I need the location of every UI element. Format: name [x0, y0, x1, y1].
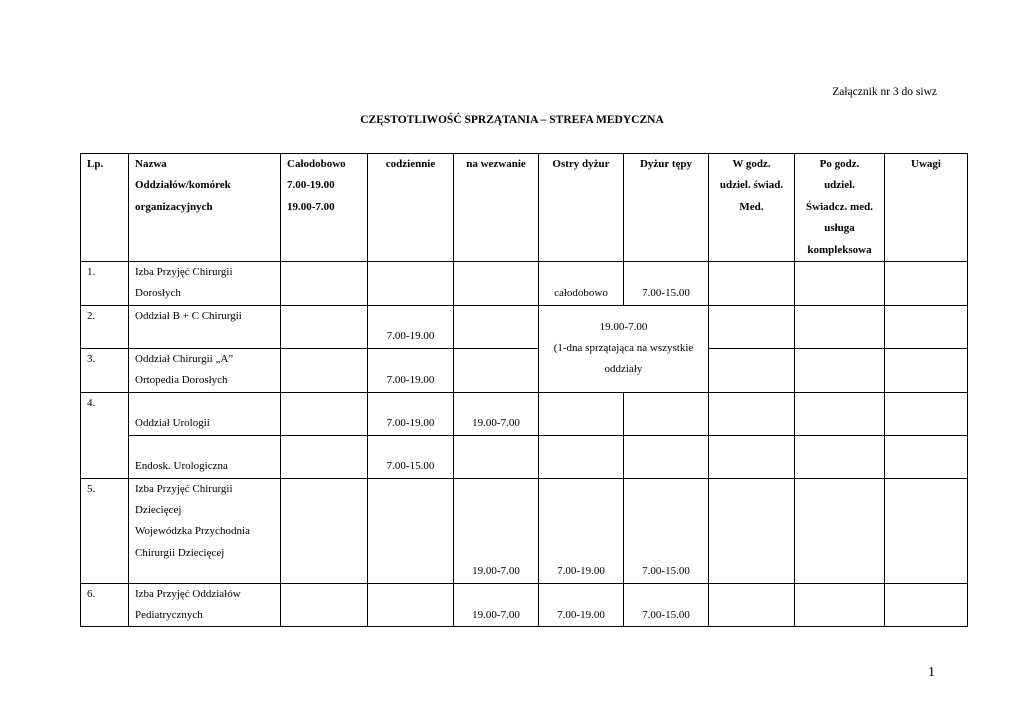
row-lp: 4. — [81, 392, 129, 478]
cell-w-godz — [709, 348, 795, 392]
cell-calodobowo — [281, 392, 368, 435]
page-number: 1 — [928, 665, 935, 680]
table-row — [81, 478, 968, 583]
cell-calodobowo — [281, 262, 368, 306]
cell-na-wezwanie — [454, 305, 539, 348]
cell-ostry-dyzur: 7.00-19.00 — [539, 583, 624, 627]
cell-codziennie: 7.00-19.00 — [368, 348, 454, 392]
table-row — [81, 392, 968, 435]
cell-po-godz — [795, 348, 885, 392]
header-po-godz: Po godz. udziel. Świadcz. med. usługa kompleksowa — [795, 154, 885, 262]
table-row — [81, 348, 968, 392]
cell-ostry-dyzur: 7.00-19.00 — [539, 478, 624, 583]
cell-w-godz — [709, 583, 795, 627]
row-lp: 2. — [81, 305, 129, 348]
cell-codziennie: 7.00-15.00 — [368, 435, 454, 478]
cell-na-wezwanie — [454, 435, 539, 478]
header-name: Nazwa Oddziałów/komórek organizacyjnych — [129, 154, 281, 262]
cell-w-godz — [709, 392, 795, 435]
cell-dyzur-tepy: 7.00-15.00 — [624, 478, 709, 583]
cell-po-godz — [795, 262, 885, 306]
cell-codziennie: 7.00-19.00 — [368, 392, 454, 435]
row-name: Endosk. Urologiczna — [129, 435, 281, 478]
cell-uwagi — [885, 348, 968, 392]
header-na-wezwanie: na wezwanie — [454, 154, 539, 262]
document-title: CZĘSTOTLIWOŚĆ SPRZĄTANIA – STREFA MEDYCZNA — [360, 114, 664, 126]
cell-uwagi — [885, 262, 968, 306]
cell-codziennie — [368, 478, 454, 583]
row-lp: 1. — [81, 262, 129, 306]
cell-uwagi — [885, 392, 968, 435]
row-name: Oddział B + C Chirurgii — [129, 305, 281, 348]
row-name: Izba Przyjęć Chirurgii Dziecięcej Wojewódzka Przychodnia Chirurgii Dziecięcej — [129, 478, 281, 583]
cleaning-frequency-table — [80, 153, 968, 627]
row-name: Oddział Urologii — [129, 392, 281, 435]
table-header-row — [81, 154, 968, 262]
cell-calodobowo — [281, 583, 368, 627]
cell-po-godz — [795, 305, 885, 348]
table-row — [81, 305, 968, 348]
cell-po-godz — [795, 392, 885, 435]
row-name: Izba Przyjęć Chirurgii Dorosłych — [129, 262, 281, 306]
row-lp: 6. — [81, 583, 129, 627]
table-row — [81, 435, 968, 478]
cell-dyzur-tepy: 7.00-15.00 — [624, 583, 709, 627]
header-ostry-dyzur: Ostry dyżur — [539, 154, 624, 262]
cell-na-wezwanie — [454, 348, 539, 392]
cell-dyzur-tepy — [624, 392, 709, 435]
row-lp: 3. — [81, 348, 129, 392]
cell-w-godz — [709, 435, 795, 478]
cell-w-godz — [709, 305, 795, 348]
cell-na-wezwanie: 19.00-7.00 — [454, 478, 539, 583]
table-row — [81, 583, 968, 627]
cell-uwagi — [885, 478, 968, 583]
cell-ostry-dyzur — [539, 435, 624, 478]
cell-uwagi — [885, 583, 968, 627]
cell-w-godz — [709, 262, 795, 306]
cell-po-godz — [795, 583, 885, 627]
header-lp: Lp. — [81, 154, 129, 262]
cell-na-wezwanie: 19.00-7.00 — [454, 392, 539, 435]
cell-dyzur-tepy: 7.00-15.00 — [624, 262, 709, 306]
cell-na-wezwanie — [454, 262, 539, 306]
row-name: Izba Przyjęć Oddziałów Pediatrycznych — [129, 583, 281, 627]
header-calodobowo: Całodobowo 7.00-19.00 19.00-7.00 — [281, 154, 368, 262]
cell-dyzur-tepy — [624, 435, 709, 478]
cell-calodobowo — [281, 305, 368, 348]
cell-po-godz — [795, 435, 885, 478]
table-row — [81, 262, 968, 306]
cell-uwagi — [885, 435, 968, 478]
merged-duty-cell: 19.00-7.00 (1-dna sprzątająca na wszystkie oddziały — [539, 305, 709, 392]
header-codziennie: codziennie — [368, 154, 454, 262]
cell-codziennie — [368, 262, 454, 306]
header-dyzur-tepy: Dyżur tępy — [624, 154, 709, 262]
cell-po-godz — [795, 478, 885, 583]
row-lp: 5. — [81, 478, 129, 583]
cell-w-godz — [709, 478, 795, 583]
cell-uwagi — [885, 305, 968, 348]
cell-codziennie: 7.00-19.00 — [368, 305, 454, 348]
cell-ostry-dyzur — [539, 392, 624, 435]
cell-ostry-dyzur: całodobowo — [539, 262, 624, 306]
cell-codziennie — [368, 583, 454, 627]
cell-calodobowo — [281, 435, 368, 478]
cell-na-wezwanie: 19.00-7.00 — [454, 583, 539, 627]
row-name: Oddział Chirurgii „A” Ortopedia Dorosłych — [129, 348, 281, 392]
annex-label: Załącznik nr 3 do siwz — [832, 86, 937, 98]
cell-calodobowo — [281, 478, 368, 583]
cell-calodobowo — [281, 348, 368, 392]
header-uwagi: Uwagi — [885, 154, 968, 262]
header-w-godz: W godz. udziel. świad. Med. — [709, 154, 795, 262]
